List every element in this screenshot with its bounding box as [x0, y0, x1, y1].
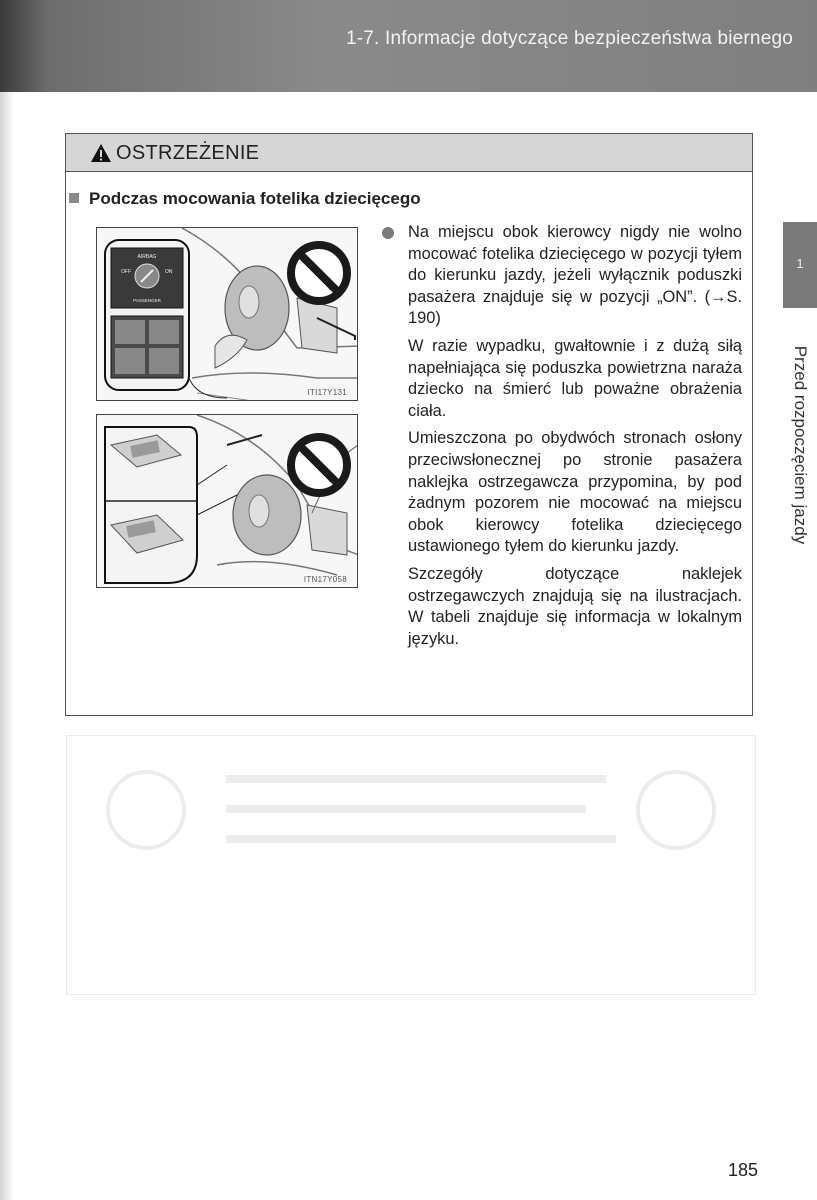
page-number: 185: [728, 1160, 759, 1180]
chapter-side-label: Przed rozpoczęciem jazdy: [791, 345, 810, 545]
section-heading-text: Podczas mocowania fotelika dziecięcego: [89, 189, 421, 208]
illustration-airbag-switch: [97, 228, 358, 401]
switch-airbag-label: AIRBAG: [137, 254, 157, 260]
switch-passenger-label: PASSENGER: [133, 298, 161, 303]
warning-text-column: [408, 222, 742, 656]
chapter-tab: [783, 222, 817, 308]
show-through-marks: [66, 735, 756, 995]
switch-off-label: OFF: [121, 269, 131, 275]
paragraph: Umieszczona po obydwóch stronach osłony przeciwsłonecznej po stronie pasażera naklejka ostrzegawcza przypomina, by pod żadnym pozorem nie mocować na miejscu obok kierowcy fotelika dziecięcego ustawionego tyłem do kierunku jazdy.: [408, 429, 742, 556]
paragraph-text: Na miejscu obok kierowcy nigdy nie wolno mocować fotelika dziecięcego w pozycji tyłem do kierunku jazdy, jeżeli wyłącznik poduszki pasażera znajduje się w pozycji „ON”. (→S. 190): [408, 223, 742, 328]
warning-header: [66, 134, 752, 172]
section-marker-icon: [69, 193, 79, 203]
page-binding-shadow: [0, 92, 14, 1200]
switch-on-label: ON: [165, 269, 173, 275]
paragraph: W razie wypadku, gwałtownie i z dużą siłą napełniająca się poduszka powietrzna naraża dziecko na śmierć lub poważne obrażenia ciała.: [408, 336, 742, 420]
warning-title: OSTRZEŻENIE: [116, 142, 260, 164]
section-heading: [69, 189, 421, 209]
chapter-title: 1-7. Informacje dotyczące bezpieczeństwa biernego: [345, 28, 793, 49]
figure-code: ITN17Y058: [303, 575, 347, 584]
bullet-paragraph: [408, 222, 742, 330]
page-header: [0, 0, 817, 92]
paragraph: Szczegóły dotyczące naklejek ostrzegawczych znajdują się na ilustracjach. W tabeli znajduje się informacja w lokalnym języku.: [408, 564, 742, 648]
figure-airbag-switch: [96, 227, 358, 401]
illustration-sun-visor: [97, 415, 358, 588]
bullet-icon: [382, 227, 394, 239]
warning-box: [65, 133, 753, 716]
warning-triangle-icon: [90, 143, 112, 163]
chapter-tab-number: 1: [796, 256, 804, 271]
figure-code: ITI17Y131: [307, 388, 347, 397]
figure-sun-visor: [96, 414, 358, 588]
